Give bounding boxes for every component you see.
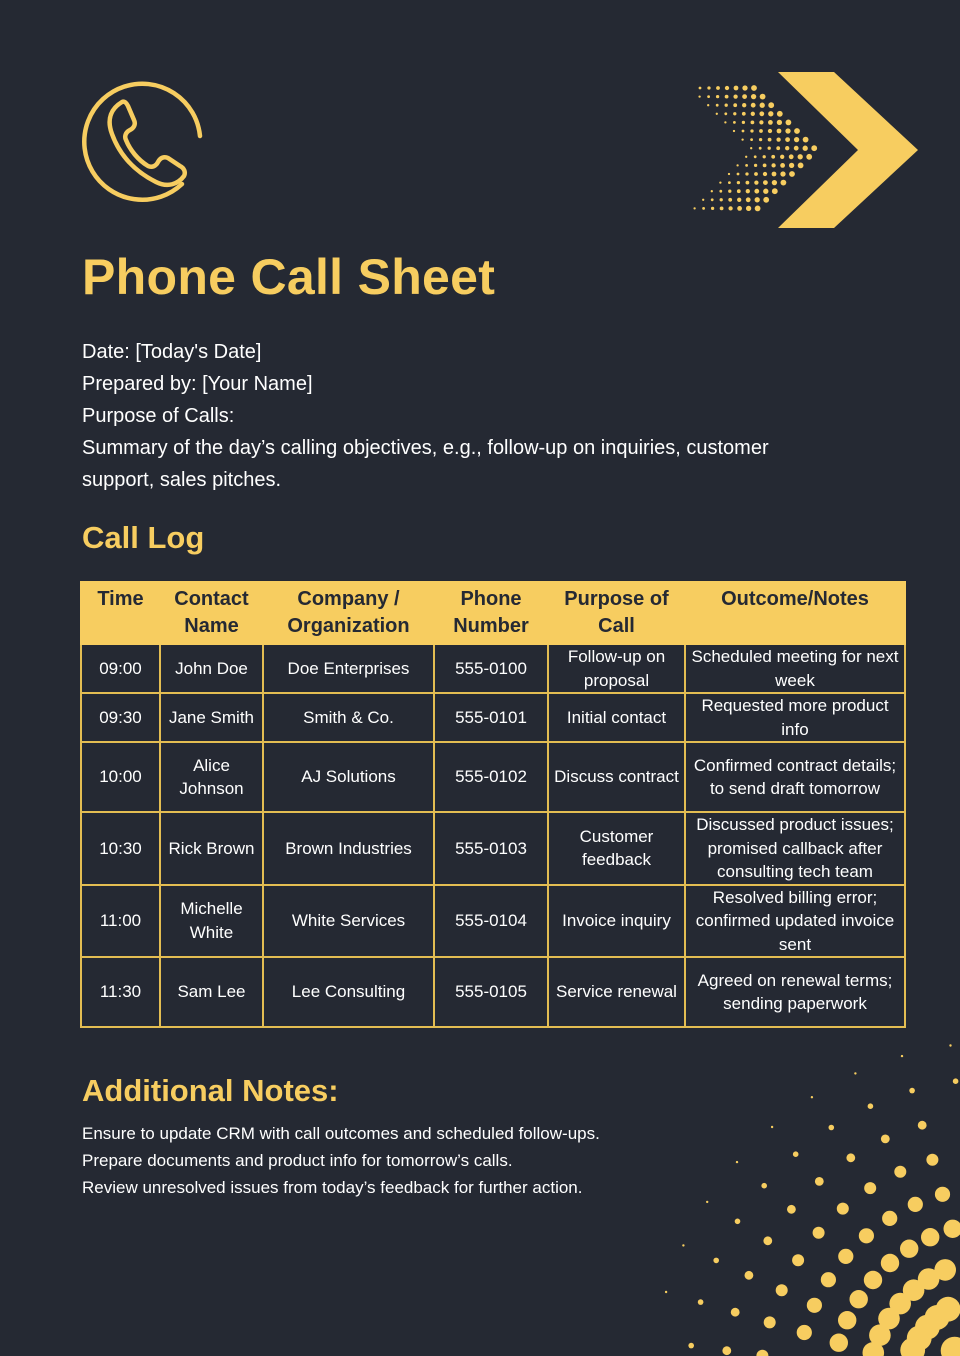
table-row: [81, 742, 905, 812]
header-time: Time: [81, 582, 160, 644]
cell-contact-name: Alice Johnson: [160, 742, 263, 812]
cell-phone-number: 555-0100: [434, 644, 548, 693]
cell-time: 10:00: [81, 742, 160, 812]
note-line: Prepare documents and product info for tomorrow’s calls.: [82, 1151, 513, 1170]
cell-purpose: Customer feedback: [548, 812, 685, 885]
page-title: Phone Call Sheet: [82, 249, 496, 305]
cell-outcome: Agreed on renewal terms; sending paperwork: [685, 957, 905, 1027]
cell-contact-name: Sam Lee: [160, 957, 263, 1027]
cell-company: Doe Enterprises: [263, 644, 434, 693]
cell-contact-name: Rick Brown: [160, 812, 263, 885]
cell-time: 10:30: [81, 812, 160, 885]
table-header-row: [81, 582, 905, 644]
call-log-table: [80, 581, 906, 1028]
cell-contact-name: Michelle White: [160, 885, 263, 958]
cell-outcome: Requested more product info: [685, 693, 905, 742]
table-row: [81, 885, 905, 958]
cell-company: White Services: [263, 885, 434, 958]
prepared-by-line: Prepared by: [Your Name]: [82, 373, 313, 395]
additional-notes-title: Additional Notes:: [82, 1073, 339, 1108]
purpose-label: Purpose of Calls:: [82, 405, 235, 427]
table-row: [81, 693, 905, 742]
meta-block: [82, 336, 842, 496]
cell-outcome: Discussed product issues; promised callback after consulting tech team: [685, 812, 905, 885]
cell-phone-number: 555-0103: [434, 812, 548, 885]
purpose-summary: Summary of the day’s calling objectives, e.g., follow-up on inquiries, customer support, sales pitches.: [82, 437, 769, 491]
cell-time: 11:00: [81, 885, 160, 958]
chevron-decoration: [688, 70, 924, 230]
additional-notes: [82, 1120, 600, 1201]
cell-purpose: Follow-up on proposal: [548, 644, 685, 693]
header-purpose: Purpose of Call: [548, 582, 685, 644]
cell-time: 09:00: [81, 644, 160, 693]
cell-company: Brown Industries: [263, 812, 434, 885]
cell-outcome: Confirmed contract details; to send draft tomorrow: [685, 742, 905, 812]
note-line: Review unresolved issues from today’s feedback for further action.: [82, 1178, 583, 1197]
note-line: Ensure to update CRM with call outcomes and scheduled follow-ups.: [82, 1124, 600, 1143]
cell-purpose: Service renewal: [548, 957, 685, 1027]
table-row: [81, 957, 905, 1027]
cell-phone-number: 555-0101: [434, 693, 548, 742]
cell-purpose: Initial contact: [548, 693, 685, 742]
cell-outcome: Scheduled meeting for next week: [685, 644, 905, 693]
header-phone-number: Phone Number: [434, 582, 548, 644]
date-line: Date: [Today's Date]: [82, 341, 262, 363]
header-outcome: Outcome/Notes: [685, 582, 905, 644]
cell-purpose: Invoice inquiry: [548, 885, 685, 958]
header-company: Company / Organization: [263, 582, 434, 644]
cell-time: 11:30: [81, 957, 160, 1027]
cell-purpose: Discuss contract: [548, 742, 685, 812]
call-log-title: Call Log: [82, 520, 205, 555]
table-row: [81, 812, 905, 885]
header-contact-name: Contact Name: [160, 582, 263, 644]
cell-outcome: Resolved billing error; confirmed updated invoice sent: [685, 885, 905, 958]
cell-phone-number: 555-0104: [434, 885, 548, 958]
cell-contact-name: John Doe: [160, 644, 263, 693]
cell-phone-number: 555-0105: [434, 957, 548, 1027]
phone-icon: [82, 80, 208, 204]
cell-company: AJ Solutions: [263, 742, 434, 812]
cell-time: 09:30: [81, 693, 160, 742]
cell-contact-name: Jane Smith: [160, 693, 263, 742]
halftone-dots-decoration: [660, 1010, 960, 1356]
cell-company: Smith & Co.: [263, 693, 434, 742]
cell-company: Lee Consulting: [263, 957, 434, 1027]
table-row: [81, 644, 905, 693]
cell-phone-number: 555-0102: [434, 742, 548, 812]
